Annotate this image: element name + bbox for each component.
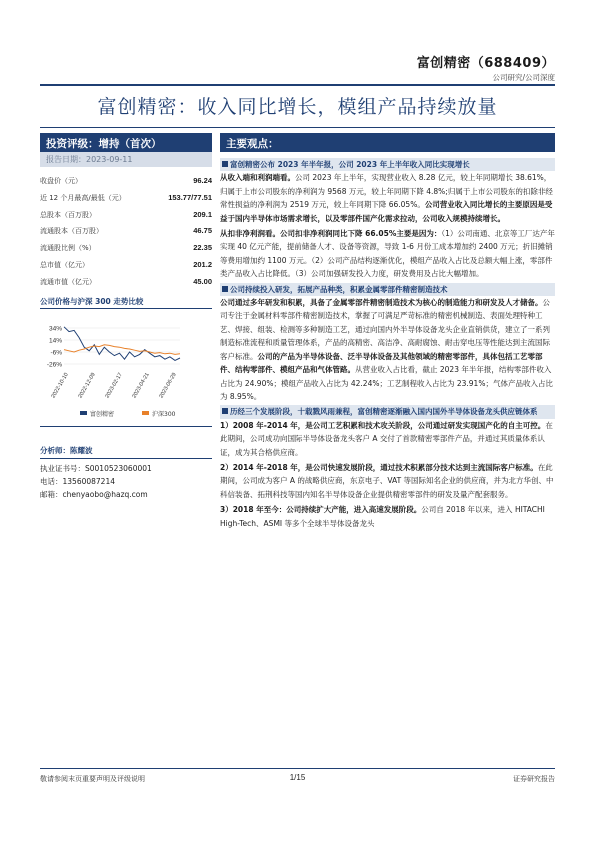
series-line-1 [64, 345, 180, 355]
legend-label: 沪深300 [152, 411, 176, 418]
bullet-square-icon [222, 286, 228, 292]
key-points-header: 主要观点： [220, 133, 555, 152]
metric-label: 近 12 个月最高/最低（元） [40, 193, 126, 202]
y-tick-label: 14% [48, 337, 62, 345]
title-divider [40, 127, 555, 128]
bullet-heading: 历经三个发展阶段，十载戮风雨兼程，富创精密逐渐融入国内国外半导体设备龙头供应链体系 [220, 405, 555, 418]
metric-label: 总市值（亿元） [40, 260, 89, 269]
company-name: 富创精密（688409） [416, 56, 555, 71]
bullet-square-icon [222, 161, 228, 167]
metric-row [40, 277, 212, 294]
key-points-content [220, 158, 555, 532]
report-date: 报告日期：2023-09-11 [40, 152, 212, 167]
x-tick-label: 2022-12-09 [77, 372, 97, 400]
paragraph: 1）2008 年-2014 年，是公司工艺积累和技术攻关阶段，公司通过研发实现国产化的自主可控。在此期间，公司成功向国际半导体设备龙头客户 A 交付了首款精密零部件产品，并通过其质量体系认证，成为其合格供应商。 [220, 420, 553, 457]
x-tick-label: 2022-10-10 [50, 372, 70, 400]
header-divider [40, 84, 555, 86]
stock-metrics [40, 176, 212, 294]
footer-divider [40, 768, 555, 769]
metric-row [40, 210, 212, 227]
metric-row [40, 176, 212, 193]
x-tick-label: 2023-02-17 [104, 372, 124, 400]
metric-value: 201.2 [193, 259, 212, 269]
series-line-0 [64, 327, 180, 361]
metric-row [40, 260, 212, 277]
bullet-square-icon [222, 408, 228, 414]
legend-swatch [142, 411, 149, 415]
metric-label: 收盘价（元） [40, 177, 82, 185]
y-tick-label: -26% [46, 361, 62, 369]
analyst-phone: 电话：13560087214 [40, 477, 115, 486]
metric-row [40, 193, 212, 210]
x-tick-label: 2023-04-21 [131, 372, 151, 400]
legend-swatch [80, 411, 87, 415]
paragraph: 2）2014 年-2018 年，是公司快速发展阶段，通过技术积累部分技术达到主流国际客户标准。在此期间，公司成为客户 A 的战略供应商，东京电子、VAT 等国际知名企业的供应商，并为北方华创、中科信装备、拓荆科技等国内知名半导体设备企业提供精密零部件的研发及量产配套服务。 [220, 462, 554, 499]
metric-value: 96.24 [193, 176, 212, 185]
metric-label: 流通市值（亿元） [40, 277, 96, 286]
metric-value: 45.00 [193, 276, 212, 286]
metric-value: 153.77/77.51 [168, 192, 212, 202]
paragraph: 从扣非净利润看。公司扣非净利润同比下降 66.05%主要是因为：（1）公司南通、北京等工厂达产年实现 40 亿元产能，提前储备人才、设备等资源，导致 1-6 月份工成本增加约 2400 万元；折旧摊销等费用增加约 1100 万元。（2）公司产品结构逐渐优化，模组产品收入占比及总额大幅上涨，零部件类产品收入占比降低。（3）公司加强研发投入力度，研发费用及占比大幅增加。 [220, 229, 555, 279]
chart-title: 公司价格与沪深 300 走势比较 [40, 297, 144, 306]
paragraph: 公司通过多年研发和积累，具备了金属零部件精密制造技术为核心的制造能力和研发及人才储备。公司专注于金属材料零部件精密制造技术，掌握了可满足严苛标准的精密机械制造、表面处理特种工艺、焊接、组装、检测等多种制造工艺，通过向国内外半导体设备龙头企业直销供货，建立了一系列制造标准流程和质量管理体系，产品的高精密、高洁净、高耐腐蚀、耐击穿电压等性能达到主流国际客户标准。公司的产品为半导体设备、泛半导体设备及其他领域的精密零部件，具体包括工艺零部件、结构零部件、模组产品和气体管路。从营业收入占比看，截止 2023 年半年报，结构零部件收入占比为 24.90%；模组产品收入占比为 42.24%；工艺制程收入占比为 23.91%；气体产品收入占比为 8.95%。 [220, 298, 553, 401]
y-tick-label: 34% [48, 325, 62, 333]
analyst-info [40, 445, 212, 502]
chart-title-divider [40, 308, 212, 309]
analyst-email: 邮箱：chenyaobo@hazq.com [40, 490, 148, 499]
metric-row [40, 226, 212, 243]
report-category: 公司研究/公司深度 [492, 73, 555, 82]
price-chart-svg [40, 318, 212, 422]
price-comparison-chart [40, 318, 212, 422]
y-tick-label: -6% [50, 349, 62, 357]
page-title: 富创精密：收入同比增长，模组产品持续放量 [97, 96, 498, 118]
disclaimer-note: 敬请参阅末页重要声明及评级说明 [40, 775, 145, 783]
analyst-name: 分析师：陈耀波 [40, 446, 93, 455]
metric-label: 总股本（百万股） [40, 210, 96, 219]
license-number: 执业证书号：S0010523060001 [40, 464, 152, 473]
metric-value: 22.35 [193, 243, 212, 253]
page-number: 1/15 [289, 773, 306, 782]
report-type: 证券研究报告 [513, 775, 555, 783]
bullet-heading: 公司持续投入研发，拓展产品种类，积累金属零部件精密制造技术 [220, 283, 555, 296]
metric-value: 209.1 [193, 209, 212, 219]
metric-label: 流通股本（百万股） [40, 227, 103, 236]
metric-value: 46.75 [193, 226, 212, 236]
x-tick-label: 2023-06-29 [158, 372, 178, 400]
metric-label: 流通股比例（%） [40, 244, 96, 253]
legend-label: 富创精密 [90, 411, 115, 418]
analyst-divider [40, 458, 212, 460]
analyst-divider-top [40, 426, 212, 427]
bullet-heading: 富创精密公布 2023 年半年报，公司 2023 年上半年收入同比实现增长 [220, 158, 555, 171]
investment-rating: 投资评级：增持（首次） [40, 133, 212, 152]
metric-row [40, 243, 212, 260]
paragraph: 3）2018 年至今：公司持续扩大产能，进入高速发展阶段。公司自 2018 年以来，进入 HITACHI High-Tech、ASMI 等多个全球半导体设备龙头 [220, 505, 545, 528]
paragraph: 从收入端和利润端看。公司 2023 年上半年，实现营业收入 8.28 亿元，较上年同期增长 38.61%，归属于上市公司股东的净利润为 9568 万元，较上年同期下降 4.8%;归属于上市公司股东的扣除非经常性损益的净利润为 2519 万元，较上年同期下降 66.05%。公司营业收入同比增长的主要原因是受益于国内半导体市场需求增长，以及零部件国产化需求拉动，公司收入规模持续增长。 [220, 173, 553, 223]
